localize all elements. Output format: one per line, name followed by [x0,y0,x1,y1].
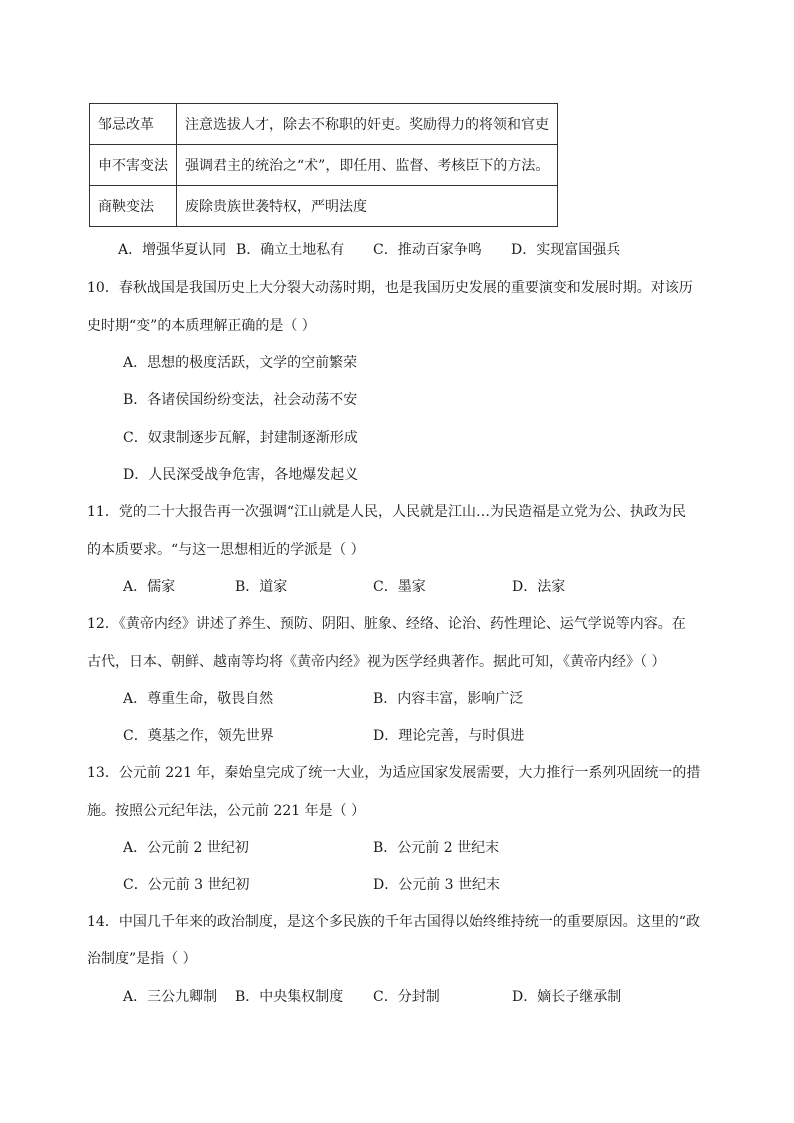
q11-option-c[interactable]: C．墨家 [373,579,426,595]
q11-stem-line2: 的本质要求。“与这一思想相近的学派是（ ） [87,542,365,558]
q14-stem-line1: 14．中国几千年来的政治制度，是这个多民族的千年古国得以始终维持统一的重要原因。这里的“政 [87,914,700,930]
q14-options [0,986,794,1006]
q12-stem-line1: 12．《黄帝内经》讲述了养生、预防、阴阳、脏象、经络、论治、药性理论、运气学说等内容。在 [87,616,686,632]
q14-option-c[interactable]: C．分封制 [373,989,440,1005]
q12-option-c[interactable]: C．奠基之作，领先世界 [123,728,274,744]
q10-stem-line1: 10．春秋战国是我国历史上大分裂大动荡时期，也是我国历史发展的重要演变和发展时期。对该历 [87,280,693,296]
reform-name: 商鞅变法 [90,186,177,227]
reform-name: 申不害变法 [90,145,177,186]
q13-options-row1 [0,837,794,857]
q12-option-a[interactable]: A．尊重生命，敬畏自然 [123,691,274,707]
q11-option-a[interactable]: A．儒家 [123,579,176,595]
q11-stem-line1: 11．党的二十大报告再一次强调“江山就是人民，人民就是江山…为民造福是立党为公、执政为民 [87,504,686,520]
q13-stem-line2: 施。按照公元纪年法，公元前 221 年是（ ） [87,803,366,819]
q12-stem-line2: 古代，日本、朝鲜、越南等均将《黄帝内经》视为医学经典著作。据此可知，《黄帝内经》（ ） [87,654,666,670]
q10-stem-line2: 史时期“变”的本质理解正确的是（ ） [87,318,316,334]
table-row [90,186,558,227]
table-row [90,145,558,186]
q12-option-d[interactable]: D．理论完善，与时俱进 [373,728,525,744]
q9-option-d[interactable]: D．实现富国强兵 [511,242,621,258]
q9-option-a[interactable]: A．增强华夏认同 [118,242,227,258]
table-row [90,104,558,145]
q14-option-b[interactable]: B．中央集权制度 [235,989,344,1005]
q13-options-row2 [0,874,794,894]
q9-options [0,239,794,259]
q13-option-b[interactable]: B．公元前 2 世纪末 [373,840,500,856]
reform-desc: 注意选拔人才，除去不称职的奸吏。奖励得力的将领和官吏 [177,104,558,145]
q13-option-c[interactable]: C．公元前 3 世纪初 [123,877,250,893]
q10-option-b[interactable]: B．各诸侯国纷纷变法，社会动荡不安 [123,392,358,408]
reform-name: 邹忌改革 [90,104,177,145]
q14-option-d[interactable]: D．嫡长子继承制 [512,989,622,1005]
reform-desc: 强调君主的统治之“术”，即任用、监督、考核臣下的方法。 [177,145,558,186]
q9-option-b[interactable]: B．确立土地私有 [236,242,345,258]
q12-options-row2 [0,725,794,745]
q14-stem-line2: 治制度”是指（ ） [87,951,197,967]
q14-option-a[interactable]: A．三公九卿制 [123,989,218,1005]
q9-option-c[interactable]: C．推动百家争鸣 [373,242,482,258]
q13-option-d[interactable]: D．公元前 3 世纪末 [373,877,501,893]
q13-stem-line1: 13．公元前 221 年，秦始皇完成了统一大业，为适应国家发展需要，大力推行一系列巩固统一的措 [87,765,701,781]
q10-option-a[interactable]: A．思想的极度活跃，文学的空前繁荣 [123,355,358,371]
q11-option-b[interactable]: B．道家 [235,579,288,595]
q12-option-b[interactable]: B．内容丰富，影响广泛 [373,691,524,707]
q13-option-a[interactable]: A．公元前 2 世纪初 [123,840,249,856]
reform-table [89,103,558,227]
q10-option-d[interactable]: D．人民深受战争危害，各地爆发起义 [123,467,359,483]
q10-option-c[interactable]: C．奴隶制逐步瓦解，封建制逐渐形成 [123,430,358,446]
reform-desc: 废除贵族世袭特权，严明法度 [177,186,558,227]
q11-options [0,576,794,596]
q11-option-d[interactable]: D．法家 [512,579,566,595]
q12-options-row1 [0,688,794,708]
